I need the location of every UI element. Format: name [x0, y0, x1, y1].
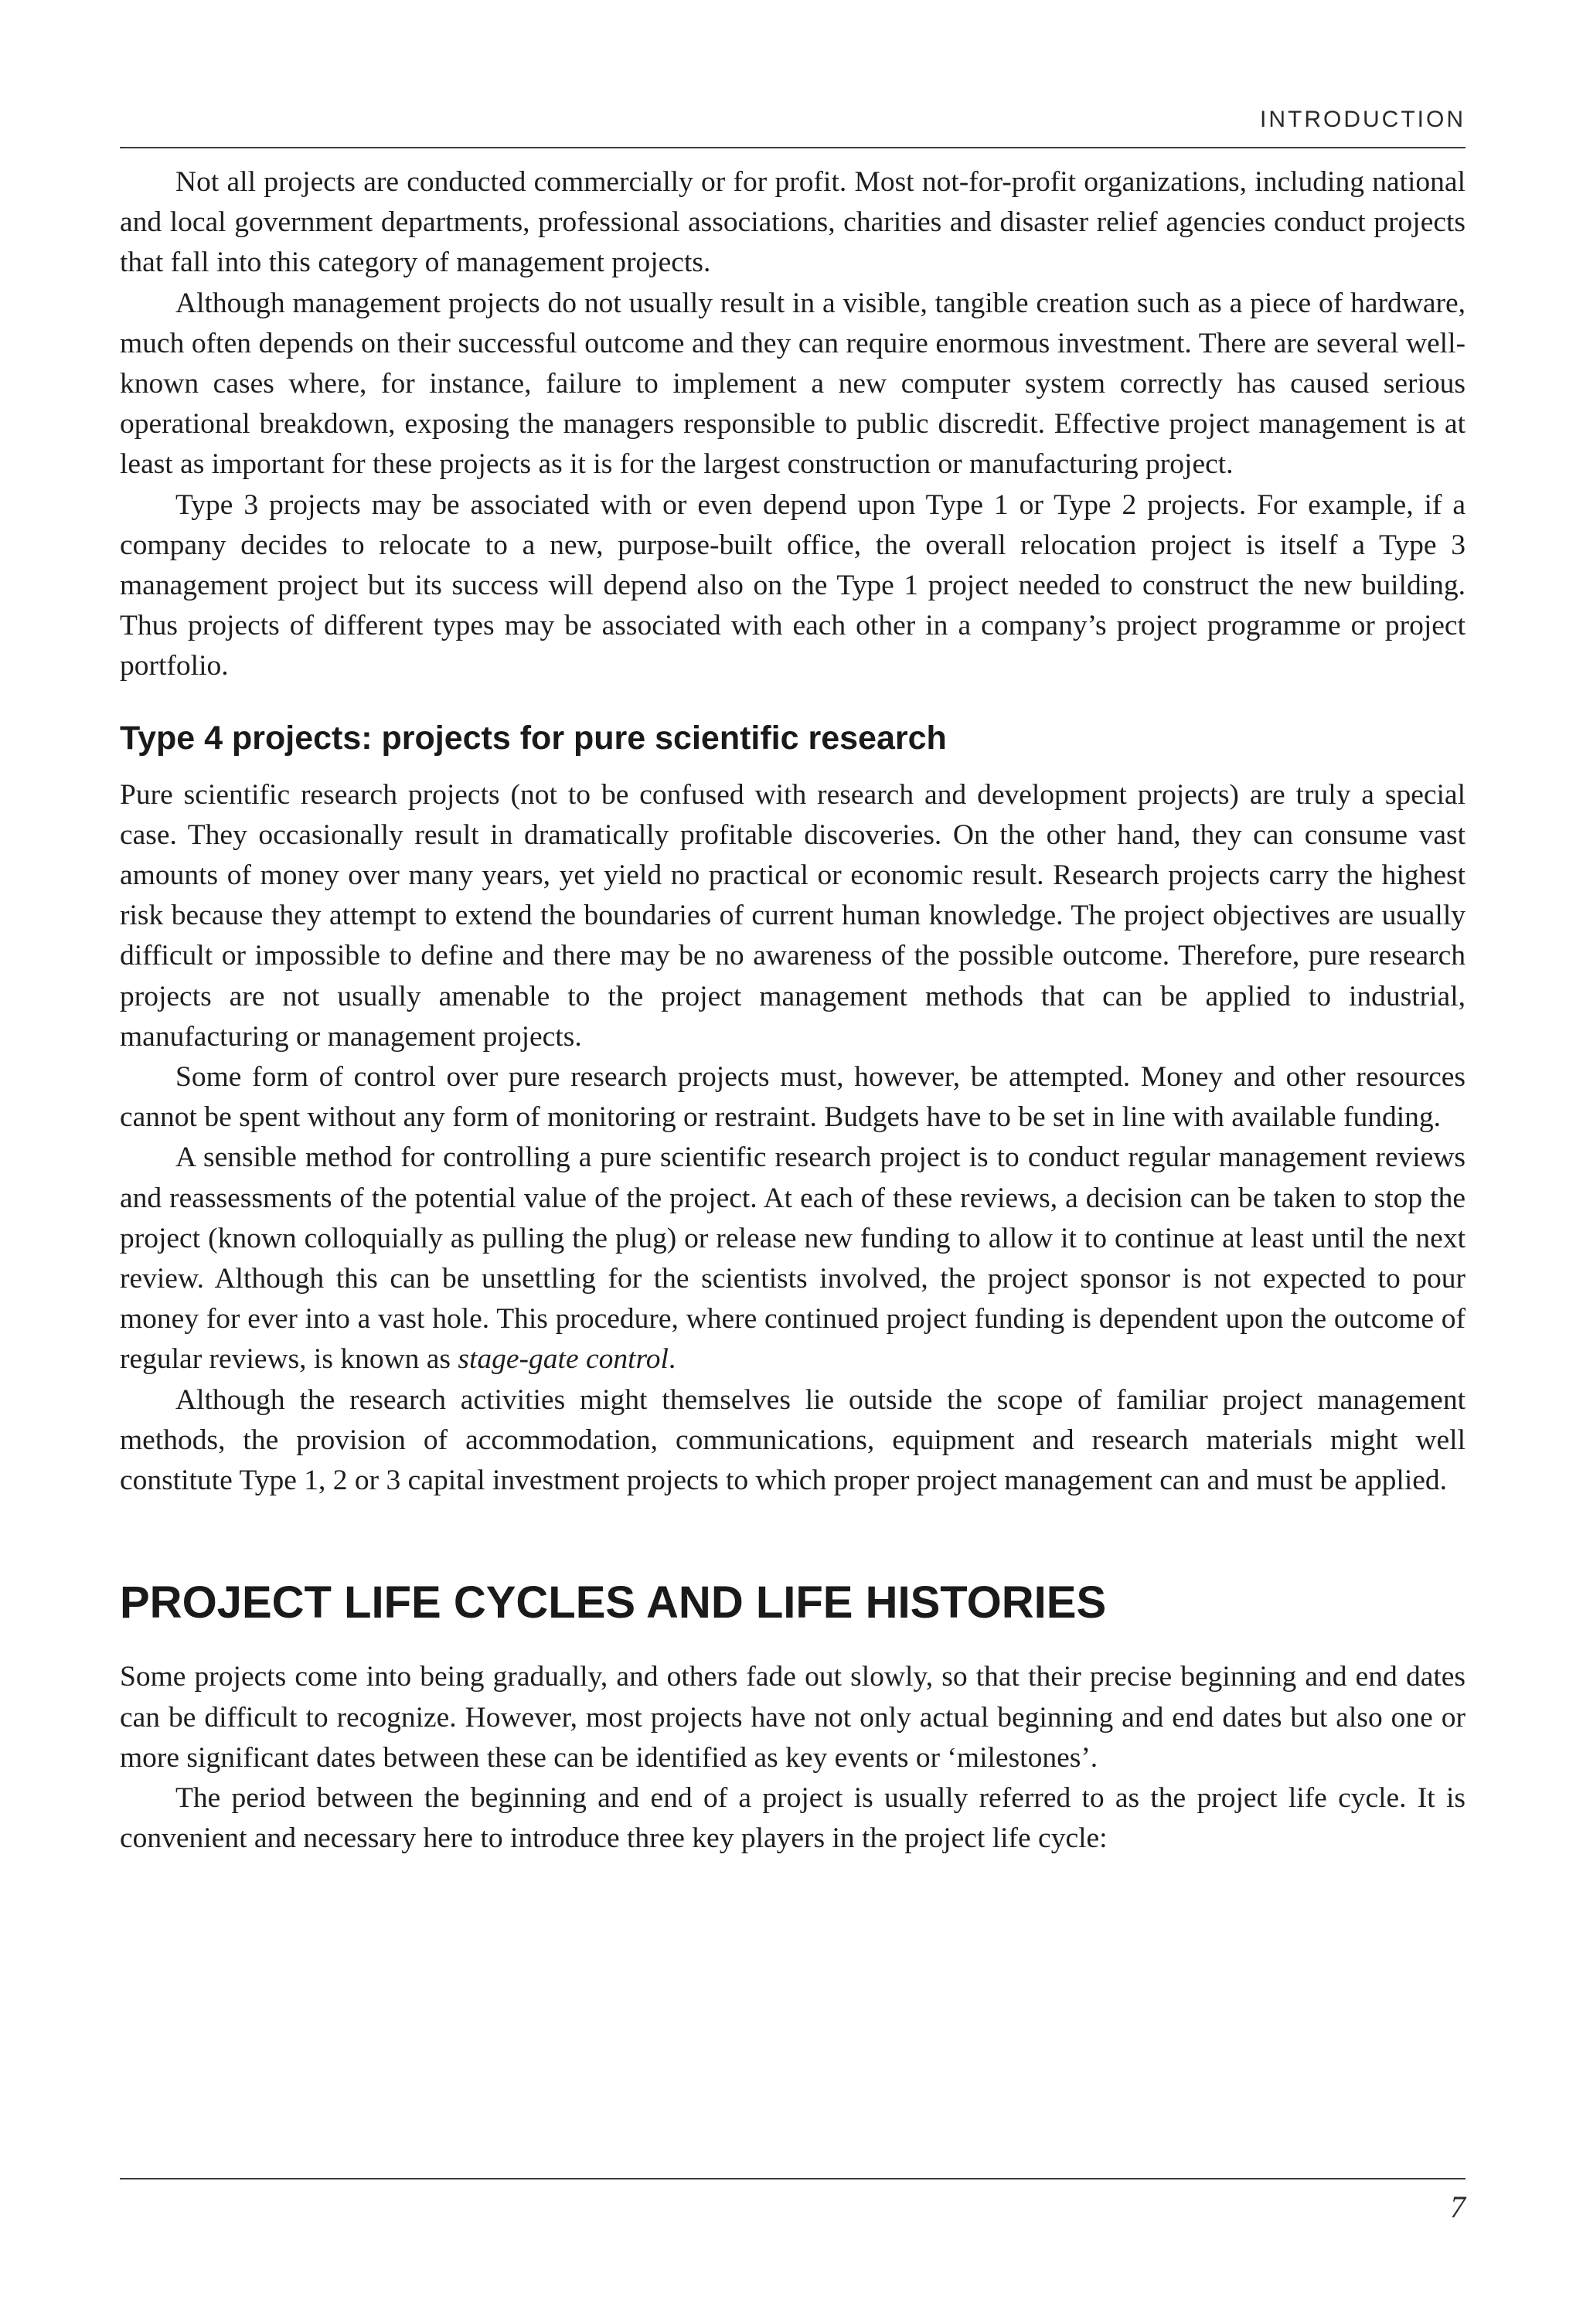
running-head: INTRODUCTION: [1260, 107, 1466, 132]
header-rule: [120, 147, 1466, 148]
paragraph: Some projects come into being gradually, and others fade out slowly, so that their precise beginning and end dates can be difficult to recognize. However, most projects have not only actual beginning and end dates but also one or more significant dates between these can be identified as key events or ‘milestones’.: [120, 1661, 1466, 1774]
paragraph: [120, 1138, 1466, 1380]
page-number: 7: [1450, 2190, 1466, 2224]
italic-term: stage-gate control: [458, 1343, 669, 1376]
paragraph: Some form of control over pure research projects must, however, be attempted. Money and other resources cannot be spent without any form of monitoring or restraint. Budgets have to be set in line with available funding.: [120, 1061, 1466, 1134]
paragraph: Although management projects do not usually result in a visible, tangible creation such as a piece of hardware, much often depends on their successful outcome and they can require enormous investment. There are several well-known cases where, for instance, failure to implement a new computer system correctly has caused serious operational breakdown, exposing the managers responsible to public discredit. Effective project management is at least as important for these projects as it is for the largest construction or manufacturing project.: [120, 287, 1466, 481]
paragraph: Although the research activities might themselves lie outside the scope of familiar project management methods, the provision of accommodation, communications, equipment and research materials might well constitute Type 1, 2 or 3 capital investment projects to which proper project management can and must be applied.: [120, 1383, 1466, 1497]
chapter-heading-life-cycles: PROJECT LIFE CYCLES AND LIFE HISTORIES: [120, 1577, 1107, 1628]
paragraph-text: A sensible method for controlling a pure scientific research project is to conduct regular management reviews and reassessments of the potential value of the project. At each of these reviews, a decision can be taken to stop the project (known colloquially as pulling the plug) or release new funding to allow it to continue at least until the next review. Although this can be unsettling for the scientists involved, the project sponsor is not expected to pour money for ever into a vast hole. This procedure, where continued project funding is dependent upon the outcome of regular reviews, is known as: [120, 1142, 1466, 1376]
paragraph-end: .: [668, 1343, 676, 1376]
main-text: [120, 162, 1466, 1859]
paragraph: Pure scientific research projects (not to be confused with research and development projects) are truly a special case. They occasionally result in dramatically profitable discoveries. On the other hand, they can consume vast amounts of money over many years, yet yield no practical or economic result. Research projects carry the highest risk because they attempt to extend the boundaries of current human knowledge. The project objectives are usually difficult or impossible to define and there may be no awareness of the possible outcome. Therefore, pure research projects are not usually amenable to the project management methods that can be applied to industrial, manufacturing or management projects.: [120, 778, 1466, 1053]
footer-rule: [120, 2178, 1466, 2179]
section-heading-type4: Type 4 projects: projects for pure scientific research: [120, 719, 947, 757]
paragraph: Not all projects are conducted commercially or for profit. Most not-for-profit organizations, including national and local government departments, professional associations, charities and disaster relief agencies conduct projects that fall into this category of management projects.: [120, 166, 1466, 279]
paragraph: The period between the beginning and end of a project is usually referred to as the project life cycle. It is convenient and necessary here to introduce three key players in the project life cycle:: [120, 1781, 1466, 1855]
paragraph: Type 3 projects may be associated with or even depend upon Type 1 or Type 2 projects. For example, if a company decides to relocate to a new, purpose-built office, the overall relocation project is itself a Type 3 management project but its success will depend also on the Type 1 project needed to construct the new building. Thus projects of different types may be associated with each other in a company’s project programme or project portfolio.: [120, 488, 1466, 682]
